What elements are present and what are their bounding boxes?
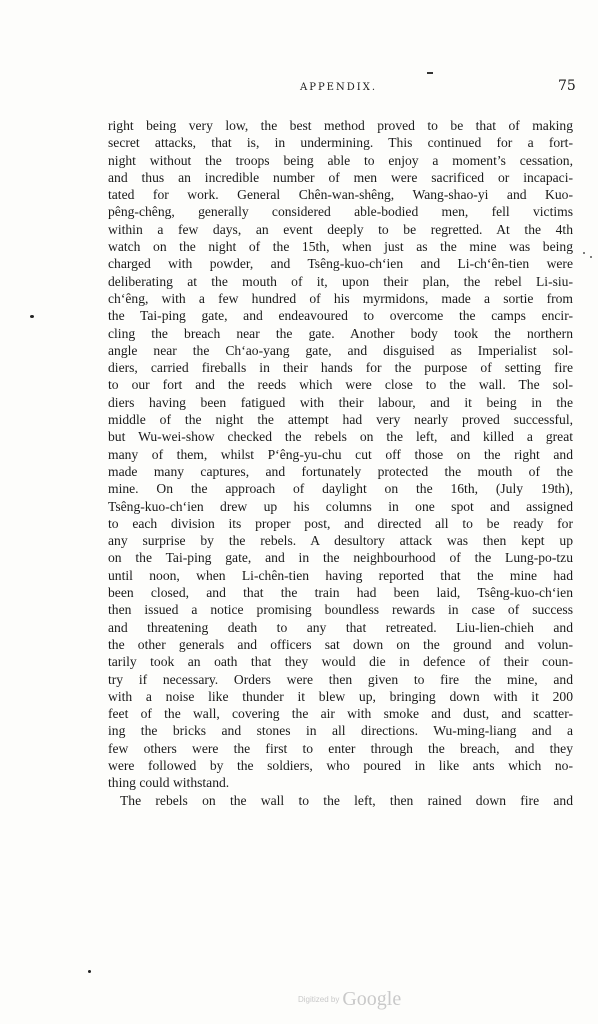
text-line: on the Tai-ping gate, and in the neighbourhood of the Lung-po-tzu — [108, 550, 573, 566]
text-line: and thus an incredible number of men were sacrificed or incapaci- — [108, 169, 573, 185]
running-head — [0, 78, 598, 102]
header-rule-mark — [427, 72, 433, 74]
text-line: angle near the Ch‘ao-yang gate, and disguised as Imperialist sol- — [108, 342, 573, 358]
text-line: Tsêng-kuo-ch‘ien drew up his columns in one spot and assigned — [108, 498, 573, 514]
text-line: secret attacks, that is, in undermining. This continued for a fort- — [108, 135, 573, 151]
text-line: were followed by the soldiers, who poured in like ants which no- — [108, 757, 573, 773]
text-line: diers having been fatigued with their labour, and it being in the — [108, 394, 573, 410]
text-line: tated for work. General Chên-wan-shêng, Wang-shao-yi and Kuo- — [108, 187, 573, 203]
text-line: been closed, and that the train had been laid, Tsêng-kuo-ch‘ien — [108, 585, 573, 601]
text-line: ing the bricks and stones in all directions. Wu-ming-liang and a — [108, 723, 573, 739]
text-line: the other generals and officers sat down on the ground and volun- — [108, 636, 573, 652]
digitized-by-label: Digitized by — [298, 995, 340, 1004]
text-line: many of them, whilst P‘êng-yu-chu cut off those on the right and — [108, 446, 573, 462]
digitized-by-google-watermark — [298, 988, 438, 1016]
text-line: middle of the night the attempt had very nearly proved successful, — [108, 412, 573, 428]
text-line: few others were the first to enter through the breach, and they — [108, 740, 573, 756]
google-logo-text: Google — [342, 988, 402, 1010]
text-line: charged with powder, and Tsêng-kuo-ch‘ien and Li-ch‘ên-tien were — [108, 256, 573, 272]
ink-speck — [30, 315, 34, 318]
text-line-paragraph-start: The rebels on the wall to the left, then rained down fire and — [120, 792, 573, 808]
text-line: then issued a notice promising boundless rewards in case of success — [108, 602, 573, 618]
text-line: to each division its proper post, and directed all to be ready for — [108, 515, 573, 531]
text-line: until noon, when Li-chên-tien having reported that the mine had — [108, 567, 573, 583]
text-line: watch on the night of the 15th, when just as the mine was being — [108, 239, 573, 255]
ink-speck — [88, 970, 91, 973]
body-text — [108, 117, 573, 809]
ink-speck — [590, 256, 592, 258]
text-line: within a few days, an event deeply to be regretted. At the 4th — [108, 221, 573, 237]
text-line: any surprise by the rebels. A desultory attack was then kept up — [108, 533, 573, 549]
text-line: mine. On the approach of daylight on the 16th, (July 19th), — [108, 481, 573, 497]
text-line: night without the troops being able to enjoy a moment’s cessation, — [108, 152, 573, 168]
text-line: and threatening death to any that retreated. Liu-lien-chieh and — [108, 619, 573, 635]
ink-speck — [583, 252, 585, 254]
text-line-paragraph-end: thing could withstand. — [108, 775, 230, 791]
running-title: APPENDIX. — [300, 82, 377, 93]
text-line: ch‘êng, with a few hundred of his myrmidons, made a sortie from — [108, 290, 573, 306]
text-line: cling the breach near the gate. Another body took the northern — [108, 325, 573, 341]
text-line: try if necessary. Orders were then given to fire the mine, and — [108, 671, 573, 687]
text-line: feet of the wall, covering the air with smoke and dust, and scatter- — [108, 706, 573, 722]
page-number: 75 — [558, 78, 576, 94]
text-line: pêng-chêng, generally considered able-bodied men, fell victims — [108, 204, 573, 220]
text-line: right being very low, the best method proved to be that of making — [108, 118, 573, 133]
text-line: the Tai-ping gate, and endeavoured to overcome the camps encir- — [108, 308, 573, 324]
text-line: but Wu-wei-show checked the rebels on the left, and killed a great — [108, 429, 573, 445]
text-line: with a noise like thunder it blew up, bringing down with it 200 — [108, 688, 573, 704]
text-line: deliberating at the mouth of it, upon their plan, the rebel Li-siu- — [108, 273, 573, 289]
text-line: made many captures, and fortunately protected the mouth of the — [108, 463, 573, 479]
text-line: tarily took an oath that they would die in defence of their coun- — [108, 654, 573, 670]
text-line: diers, carried fireballs in their hands for the purpose of setting fire — [108, 360, 573, 376]
text-line: to our fort and the reeds which were close to the wall. The sol- — [108, 377, 573, 393]
